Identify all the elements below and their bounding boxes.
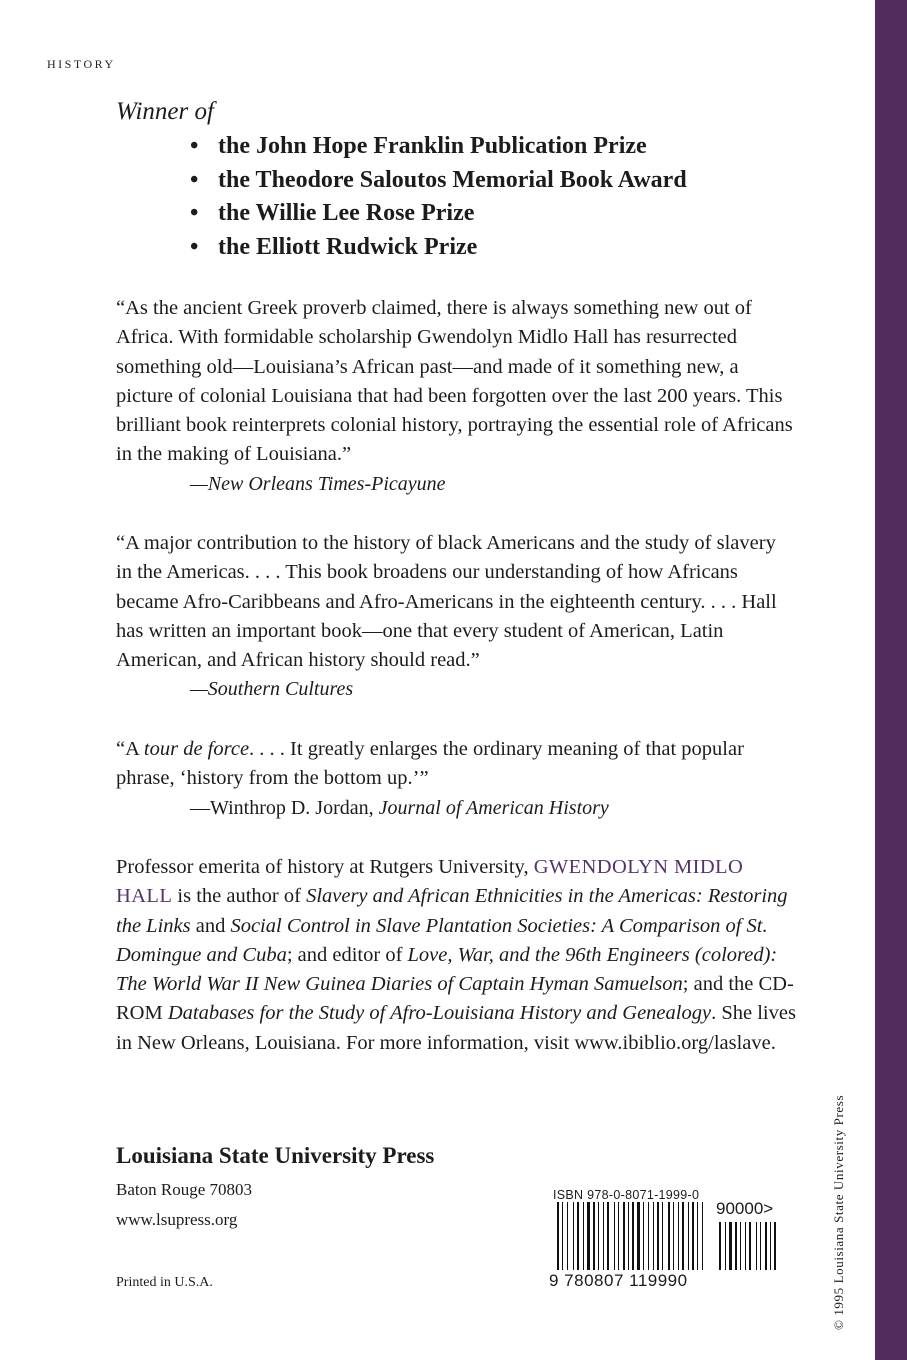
author-name: GWENDOLYN MIDLO HALL <box>116 856 744 908</box>
bullet-icon: • <box>190 233 199 260</box>
price-code: 90000> <box>716 1199 774 1218</box>
awards-list <box>190 130 687 264</box>
review-quote <box>116 294 796 499</box>
quote-source: —New Orleans Times-Picayune <box>190 472 446 495</box>
quote-text: “A major contribution to the history of black Americans and the study of slavery in the Americas. . . . This book broadens our understanding of how Africans became Afro-Caribbeans and Afro-Americans in the eighteenth century. . . . Hall has written an important book—one that every student of American, Latin American, and African history should read.” <box>116 532 777 672</box>
quote-text: . . . . It greatly enlarges the ordinary meaning of that popular phrase, ‘history from the bottom up.’” <box>116 738 744 790</box>
spine-band <box>875 0 907 1360</box>
book-title: Slavery and African Ethnicities in the Americas: Restoring the Links <box>116 885 788 937</box>
publisher-website: www.lsupress.org <box>116 1210 238 1229</box>
award-item: • the John Hope Franklin Publication Prize <box>190 130 687 164</box>
bullet-icon: • <box>190 200 199 226</box>
quote-prefix: “A <box>116 738 144 760</box>
book-title: Social Control in Slave Plantation Societies: A Comparison of St. Domingue and Cuba <box>116 914 768 966</box>
quote-text: “As the ancient Greek proverb claimed, there is always something new out of Africa. With formidable scholarship Gwendolyn Midlo Hall has resurrected something old—Louisiana’s African past—and made of it something new, a picture of colonial Louisiana that had been forgotten over the last 200 years. This brilliant book reinterprets colonial history, portraying the essential role of Africans in the making of Louisiana.” <box>116 297 793 466</box>
award-item: • the Willie Lee Rose Prize <box>190 197 687 231</box>
awards-heading: Winner of <box>116 98 214 125</box>
publisher-name: Louisiana State University Press <box>116 1143 435 1168</box>
barcode-digits: 9 780807 119990 <box>549 1271 688 1290</box>
quote-source: —Southern Cultures <box>190 678 354 701</box>
award-item: • the Elliott Rudwick Prize <box>190 231 687 265</box>
book-title: Love, War, and the 96th Engineers (colored): The World War II New Guinea Diaries of Captain Hyman Samuelson <box>116 943 778 996</box>
bullet-icon: • <box>190 166 199 193</box>
quote-italic: tour de force <box>143 738 250 760</box>
quote-source: —Winthrop D. Jordan, Journal of American History <box>190 796 609 819</box>
review-quote <box>116 529 796 705</box>
book-title: Databases for the Study of Afro-Louisiana History and Genealogy <box>167 1002 712 1025</box>
printed-notice: Printed in U.S.A. <box>116 1275 213 1290</box>
bullet-icon: • <box>190 133 199 159</box>
award-item: • the Theodore Saloutos Memorial Book Award <box>190 164 687 198</box>
category-label: HISTORY <box>47 57 116 71</box>
review-quote <box>116 735 796 823</box>
copyright-notice: © 1995 Louisiana State University Press <box>831 1094 846 1330</box>
author-bio: Professor emerita of history at Rutgers University, GWENDOLYN MIDLO HALL is the author of Slavery and African Ethnicities in the Americas: Restoring the Links and Social Control in Slave Plantation Societies: A Comparison of St. Domingue and Cuba; and editor of Love, War, and the 96th Engineers (colored): The World War II New Guinea Diaries of Captain Hyman Samuelson; and the CD-ROM Databases for the Study of Afro-Louisiana History and Genealogy. She lives in New Orleans, Louisiana. For more information, visit www.ibiblio.org/laslave. <box>116 856 796 1054</box>
isbn-label: ISBN 978-0-8071-1999-0 <box>553 1188 700 1202</box>
publisher-address: Baton Rouge 70803 <box>116 1180 252 1199</box>
